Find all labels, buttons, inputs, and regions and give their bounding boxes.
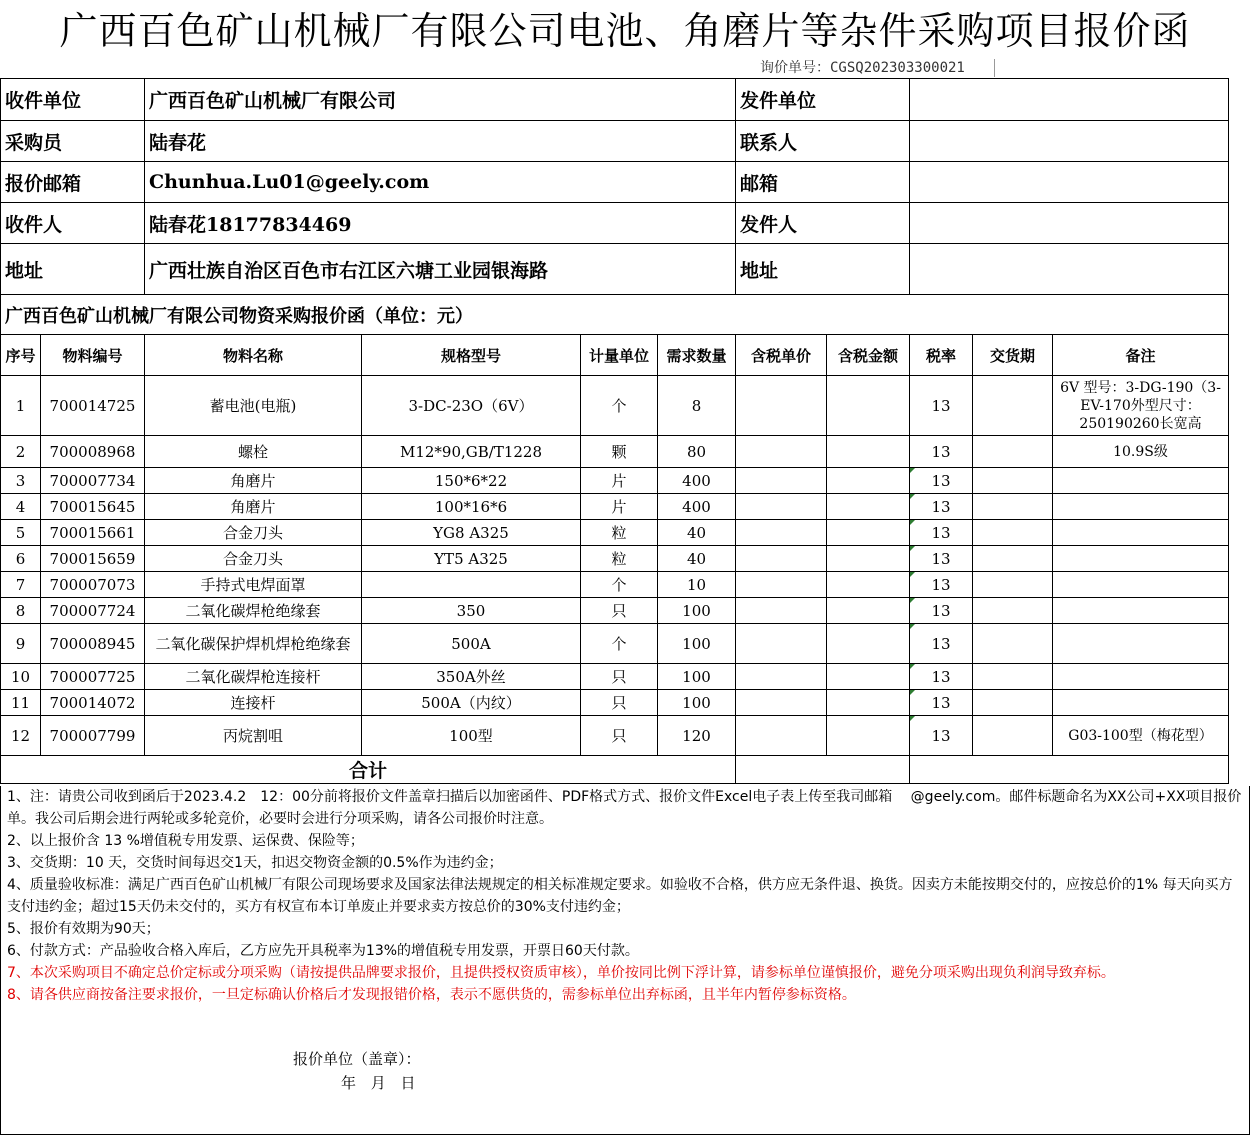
note-item: 6、付款方式：产品验收合格入库后，乙方应先开具税率为13%的增值税专用发票，开票日60天付款。 (7, 943, 639, 959)
item-no: 1 (1, 376, 41, 436)
item-code: 700007799 (41, 716, 145, 756)
item-name: 手持式电焊面罩 (145, 572, 362, 598)
info-value[interactable] (910, 79, 1229, 121)
info-row (1, 203, 1229, 244)
table-row (1, 572, 1229, 598)
total-label: 合计 (1, 756, 736, 784)
item-no: 4 (1, 494, 41, 520)
item-qty: 10 (658, 572, 736, 598)
item-tax-rate: 13 (910, 690, 973, 716)
item-unit-price[interactable] (736, 664, 827, 690)
column-header: 物料编号 (41, 335, 145, 376)
item-amount[interactable] (827, 494, 910, 520)
table-row (1, 664, 1229, 690)
item-no: 7 (1, 572, 41, 598)
table-row (1, 436, 1229, 468)
item-code: 700007724 (41, 598, 145, 624)
table-row (1, 520, 1229, 546)
item-amount[interactable] (827, 716, 910, 756)
item-qty: 100 (658, 664, 736, 690)
item-name: 连接杆 (145, 690, 362, 716)
item-no: 2 (1, 436, 41, 468)
notes-box (0, 786, 1250, 1135)
note-item: 4、质量验收标准：满足广西百色矿山机械厂有限公司现场要求及国家法律法规规定的相关标准规定要求。如验收不合格，供方应无条件退、换货。因卖方未能按期交付的，应按总价的1% 每天向买方支付违约金；超过15天仍未交付的，买方有权宣布本订单废止并要求卖方按总价的30%支付违约金； (7, 877, 1233, 915)
total-row (1, 756, 1229, 784)
item-qty: 40 (658, 520, 736, 546)
item-remark (1053, 546, 1229, 572)
item-name: 蓄电池(电瓶) (145, 376, 362, 436)
item-code: 700015645 (41, 494, 145, 520)
item-spec: 350 (362, 598, 581, 624)
item-name: 二氧化碳焊枪绝缘套 (145, 598, 362, 624)
item-delivery[interactable] (973, 494, 1053, 520)
item-spec: 100*16*6 (362, 494, 581, 520)
item-tax-rate: 13 (910, 494, 973, 520)
info-value[interactable]: 陆春花18177834469 (145, 203, 736, 244)
item-unit: 粒 (581, 546, 658, 572)
column-header: 计量单位 (581, 335, 658, 376)
item-unit: 个 (581, 624, 658, 664)
total-blank (910, 756, 1229, 784)
inquiry-number: 询价单号：CGSQ202303300021 (760, 59, 995, 77)
item-unit: 颗 (581, 436, 658, 468)
column-header-row (1, 335, 1229, 376)
column-header: 税率 (910, 335, 973, 376)
section-title-row (1, 295, 1229, 335)
item-spec: 3-DC-23O（6V） (362, 376, 581, 436)
item-tax-rate: 13 (910, 468, 973, 494)
item-no: 3 (1, 468, 41, 494)
column-header: 序号 (1, 335, 41, 376)
item-unit: 只 (581, 664, 658, 690)
item-tax-rate: 13 (910, 520, 973, 546)
column-header: 交货期 (973, 335, 1053, 376)
info-label: 联系人 (736, 121, 910, 162)
item-unit-price[interactable] (736, 690, 827, 716)
note-item: 2、以上报价含 13 %增值税专用发票、运保费、保险等； (7, 833, 364, 849)
table-row (1, 376, 1229, 436)
item-amount[interactable] (827, 520, 910, 546)
item-delivery[interactable] (973, 664, 1053, 690)
item-unit-price[interactable] (736, 624, 827, 664)
item-unit: 只 (581, 598, 658, 624)
item-code: 700008968 (41, 436, 145, 468)
item-amount[interactable] (827, 624, 910, 664)
item-name: 合金刀头 (145, 520, 362, 546)
item-qty: 120 (658, 716, 736, 756)
item-remark: 6V 型号：3-DG-190（3-EV-170外型尺寸：250190260长宽高 (1053, 376, 1229, 436)
item-remark (1053, 520, 1229, 546)
item-unit-price[interactable] (736, 598, 827, 624)
item-code: 700015661 (41, 520, 145, 546)
item-code: 700014725 (41, 376, 145, 436)
note-item: 3、交货期：10 天，交货时间每迟交1天，扣迟交物资金额的0.5%作为违约金； (7, 855, 503, 871)
info-label: 收件单位 (1, 79, 145, 121)
item-code: 700008945 (41, 624, 145, 664)
info-label: 采购员 (1, 121, 145, 162)
item-qty: 400 (658, 468, 736, 494)
item-name: 螺栓 (145, 436, 362, 468)
info-value[interactable]: 广西壮族自治区百色市右江区六塘工业园银海路 (145, 244, 736, 295)
item-amount[interactable] (827, 436, 910, 468)
item-tax-rate: 13 (910, 436, 973, 468)
info-label: 地址 (1, 244, 145, 295)
item-unit-price[interactable] (736, 520, 827, 546)
item-qty: 100 (658, 624, 736, 664)
item-no: 12 (1, 716, 41, 756)
item-remark (1053, 690, 1229, 716)
section-title: 广西百色矿山机械厂有限公司物资采购报价函（单位：元） (1, 295, 1229, 335)
item-name: 角磨片 (145, 494, 362, 520)
item-delivery[interactable] (973, 716, 1053, 756)
item-unit: 只 (581, 690, 658, 716)
item-spec: M12*90,GB/T1228 (362, 436, 581, 468)
info-value[interactable] (910, 203, 1229, 244)
column-header: 需求数量 (658, 335, 736, 376)
item-tax-rate: 13 (910, 624, 973, 664)
item-no: 6 (1, 546, 41, 572)
column-header: 规格型号 (362, 335, 581, 376)
item-no: 8 (1, 598, 41, 624)
item-amount[interactable] (827, 690, 910, 716)
item-spec (362, 572, 581, 598)
item-unit-price[interactable] (736, 546, 827, 572)
item-name: 合金刀头 (145, 546, 362, 572)
item-unit: 粒 (581, 520, 658, 546)
total-amount[interactable] (736, 756, 910, 784)
item-code: 700014072 (41, 690, 145, 716)
table-row (1, 690, 1229, 716)
signature-label: 报价单位（盖章）： (293, 1050, 421, 1068)
item-spec: 350A外丝 (362, 664, 581, 690)
column-header: 含税单价 (736, 335, 827, 376)
item-code: 700007725 (41, 664, 145, 690)
item-delivery[interactable] (973, 546, 1053, 572)
item-unit-price[interactable] (736, 716, 827, 756)
item-tax-rate: 13 (910, 598, 973, 624)
item-unit: 个 (581, 376, 658, 436)
item-remark (1053, 664, 1229, 690)
note-item: 8、请各供应商按备注要求报价，一旦定标确认价格后才发现报错价格，表示不愿供货的，需参标单位出弃标函，且半年内暂停参标资格。 (7, 987, 856, 1003)
item-unit-price[interactable] (736, 572, 827, 598)
item-delivery[interactable] (973, 468, 1053, 494)
item-name: 二氧化碳保护焊机焊枪绝缘套 (145, 624, 362, 664)
info-value[interactable] (910, 244, 1229, 295)
item-unit: 个 (581, 572, 658, 598)
item-name: 二氧化碳焊枪连接杆 (145, 664, 362, 690)
table-row (1, 716, 1229, 756)
info-label: 报价邮箱 (1, 162, 145, 203)
item-spec: 500A (362, 624, 581, 664)
info-value[interactable] (910, 121, 1229, 162)
item-remark (1053, 494, 1229, 520)
item-delivery[interactable] (973, 436, 1053, 468)
column-header: 物料名称 (145, 335, 362, 376)
item-amount[interactable] (827, 376, 910, 436)
item-remark: 10.9S级 (1053, 436, 1229, 468)
item-code: 700015659 (41, 546, 145, 572)
item-spec: YG8 A325 (362, 520, 581, 546)
note-item: 1、注：请贵公司收到函后于2023.4.2 12：00分前将报价文件盖章扫描后以加密函件、PDF格式方式、报价文件Excel电子表上传至我司邮箱 @geely.com。邮件标题命名为XX公司+XX项目报价单。我公司后期会进行两轮或多轮竞价，必要时会进行分项采购，请各公司报价时注意。 (7, 789, 1242, 827)
info-value[interactable]: 广西百色矿山机械厂有限公司 (145, 79, 736, 121)
item-amount[interactable] (827, 572, 910, 598)
info-value[interactable] (910, 162, 1229, 203)
info-label: 发件人 (736, 203, 910, 244)
item-remark (1053, 624, 1229, 664)
item-unit: 只 (581, 716, 658, 756)
date-label: 年 月 日 (341, 1074, 416, 1092)
item-code: 700007734 (41, 468, 145, 494)
item-unit-price[interactable] (736, 376, 827, 436)
table-row (1, 546, 1229, 572)
item-qty: 80 (658, 436, 736, 468)
item-no: 5 (1, 520, 41, 546)
item-qty: 100 (658, 690, 736, 716)
item-qty: 40 (658, 546, 736, 572)
item-remark: G03-100型（梅花型） (1053, 716, 1229, 756)
item-amount[interactable] (827, 664, 910, 690)
item-spec: 500A（内纹） (362, 690, 581, 716)
item-amount[interactable] (827, 546, 910, 572)
item-delivery[interactable] (973, 690, 1053, 716)
note-item: 5、报价有效期为90天； (7, 921, 160, 937)
item-tax-rate: 13 (910, 546, 973, 572)
info-row (1, 162, 1229, 203)
item-no: 10 (1, 664, 41, 690)
info-row (1, 121, 1229, 162)
item-amount[interactable] (827, 598, 910, 624)
item-spec: YT5 A325 (362, 546, 581, 572)
item-remark (1053, 598, 1229, 624)
item-qty: 400 (658, 494, 736, 520)
item-tax-rate: 13 (910, 376, 973, 436)
item-unit: 片 (581, 494, 658, 520)
item-no: 9 (1, 624, 41, 664)
item-name: 丙烷割咀 (145, 716, 362, 756)
quotation-table (0, 78, 1229, 784)
item-remark (1053, 572, 1229, 598)
info-label: 收件人 (1, 203, 145, 244)
item-unit: 片 (581, 468, 658, 494)
table-row (1, 494, 1229, 520)
item-tax-rate: 13 (910, 572, 973, 598)
item-amount[interactable] (827, 468, 910, 494)
item-unit-price[interactable] (736, 494, 827, 520)
info-label: 地址 (736, 244, 910, 295)
item-unit-price[interactable] (736, 436, 827, 468)
info-row (1, 244, 1229, 295)
item-tax-rate: 13 (910, 716, 973, 756)
item-delivery[interactable] (973, 376, 1053, 436)
item-unit-price[interactable] (736, 468, 827, 494)
note-item: 7、本次采购项目不确定总价定标或分项采购（请按提供品牌要求报价，且提供授权资质审核），单价按同比例下浮计算，请参标单位谨慎报价，避免分项采购出现负利润导致弃标。 (7, 965, 1115, 981)
item-spec: 150*6*22 (362, 468, 581, 494)
item-spec: 100型 (362, 716, 581, 756)
column-header: 含税金额 (827, 335, 910, 376)
item-delivery[interactable] (973, 598, 1053, 624)
column-header: 备注 (1053, 335, 1229, 376)
info-value[interactable]: 陆春花 (145, 121, 736, 162)
item-qty: 100 (658, 598, 736, 624)
info-label: 邮箱 (736, 162, 910, 203)
item-delivery[interactable] (973, 572, 1053, 598)
page-title: 广西百色矿山机械厂有限公司电池、角磨片等杂件采购项目报价函 (59, 9, 1191, 53)
info-label: 发件单位 (736, 79, 910, 121)
item-remark (1053, 468, 1229, 494)
item-qty: 8 (658, 376, 736, 436)
table-row (1, 624, 1229, 664)
item-delivery[interactable] (973, 624, 1053, 664)
item-delivery[interactable] (973, 520, 1053, 546)
table-row (1, 598, 1229, 624)
table-row (1, 468, 1229, 494)
item-name: 角磨片 (145, 468, 362, 494)
item-no: 11 (1, 690, 41, 716)
info-value[interactable]: Chunhua.Lu01@geely.com (145, 162, 736, 203)
info-row (1, 79, 1229, 121)
item-code: 700007073 (41, 572, 145, 598)
item-tax-rate: 13 (910, 664, 973, 690)
